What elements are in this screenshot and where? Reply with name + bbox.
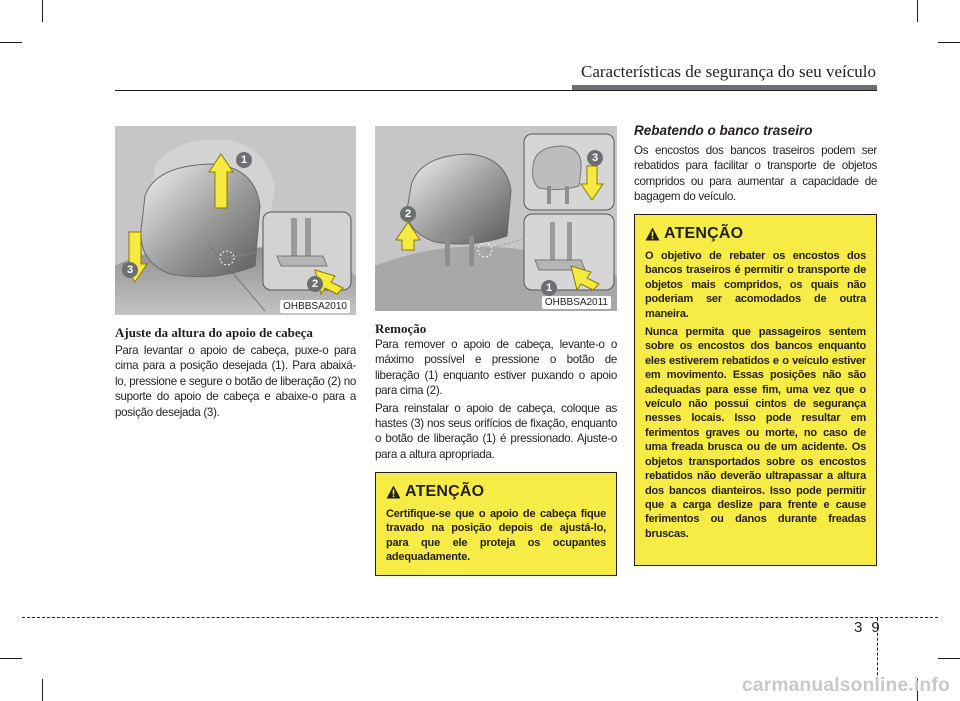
section-title-headrest-height: Ajuste da altura do apoio de cabeça: [115, 325, 313, 340]
paragraph: Para reinstalar o apoio de cabeça, coloque as hastes (3) nos seus orifícios de fixação, enquanto o botão de liberação (1) é pressionado. Ajuste-o para a altura apropriada.: [375, 401, 617, 461]
callout-3: 3: [587, 150, 603, 166]
warning-label: ATENÇÃO: [405, 483, 485, 500]
warning-icon: [645, 227, 660, 241]
paragraph: Nunca permita que passageiros sentem sobre os encostos dos bancos enquanto eles estiverem rebatidos e o veículo estiver em movimento. Essas posições não são adequadas para esse fim, uma vez que o veículo não possui cintos de segurança nesses locais. Isso pode resultar em ferimentos graves ou morte, no caso de uma freada brusca ou de um acidente. Os objetos transportados sobre os encostos rebatidos não deverão ultrapassar a altura dos bancos dianteiros. Isso pode permitir que a carga deslize para frente e cause ferimentos ou danos durante freadas bruscas.: [645, 326, 866, 540]
crop-mark: [0, 658, 22, 659]
header-rule: [115, 90, 877, 91]
warning-text: [386, 507, 606, 565]
callout-1: 1: [541, 280, 557, 296]
warning-heading: [386, 483, 606, 501]
callout-2: 2: [307, 276, 323, 292]
callout-1: 1: [236, 152, 252, 168]
warning-box-headrest: [375, 472, 617, 576]
headrest-removal-figure: [375, 126, 617, 311]
crop-mark: [42, 679, 43, 701]
section-title-folding-seat: Rebatendo o banco traseiro: [634, 123, 813, 138]
paragraph: Os encostos dos bancos traseiros podem ser rebatidos para facilitar o transporte de objetos compridos ou para aumentar a capacidade de bagagem do veículo.: [634, 144, 877, 204]
headrest-height-text: [115, 343, 356, 422]
figure-code: OHBBSA2011: [542, 296, 611, 309]
watermark: carmanualsonline.info: [742, 675, 950, 696]
warning-icon: [386, 485, 401, 499]
warning-text: [645, 249, 866, 541]
folding-seat-text: [634, 143, 877, 207]
paragraph: O objetivo de rebater os encostos dos bancos traseiros é permitir o transporte de objetos mais compridos, os quais não poderiam ser acomodados de outra maneira.: [645, 250, 866, 320]
paragraph: Certifique-se que o apoio de cabeça fique travado na posição depois de ajustá-lo, para que ele proteja os ocupantes adequadamente.: [386, 508, 606, 564]
warning-heading: [645, 225, 866, 243]
callout-3: 3: [122, 262, 138, 278]
page-index: 9: [871, 619, 880, 636]
headrest-height-figure: [115, 126, 356, 315]
crop-mark: [0, 42, 22, 43]
callout-2: 2: [400, 206, 416, 222]
footer-rule: [22, 617, 938, 618]
crop-mark: [938, 42, 960, 43]
chapter-title: Características de segurança do seu veículo: [580, 62, 876, 81]
page-number: [854, 619, 880, 636]
warning-box-folding-seat: [634, 214, 877, 566]
chapter-number: 3: [854, 619, 863, 636]
paragraph: Para remover o apoio de cabeça, levante-o o máximo possível e pressione o botão de liberação (1) enquanto estiver puxando o apoio para cima (2).: [375, 338, 617, 398]
crop-mark: [938, 658, 960, 659]
removal-text: [375, 337, 617, 464]
paragraph: Para levantar o apoio de cabeça, puxe-o para cima para a posição desejada (1). Para abaixá-lo, pressione e segure o botão de liberação (2) no suporte do apoio de cabeça e abaixe-o para a posição desejada (3).: [115, 344, 356, 419]
figure-code: OHBBSA2010: [280, 300, 350, 313]
crop-mark: [42, 0, 43, 22]
crop-mark: [917, 0, 918, 22]
section-title-removal: Remoção: [375, 321, 427, 336]
warning-label: ATENÇÃO: [664, 225, 744, 242]
